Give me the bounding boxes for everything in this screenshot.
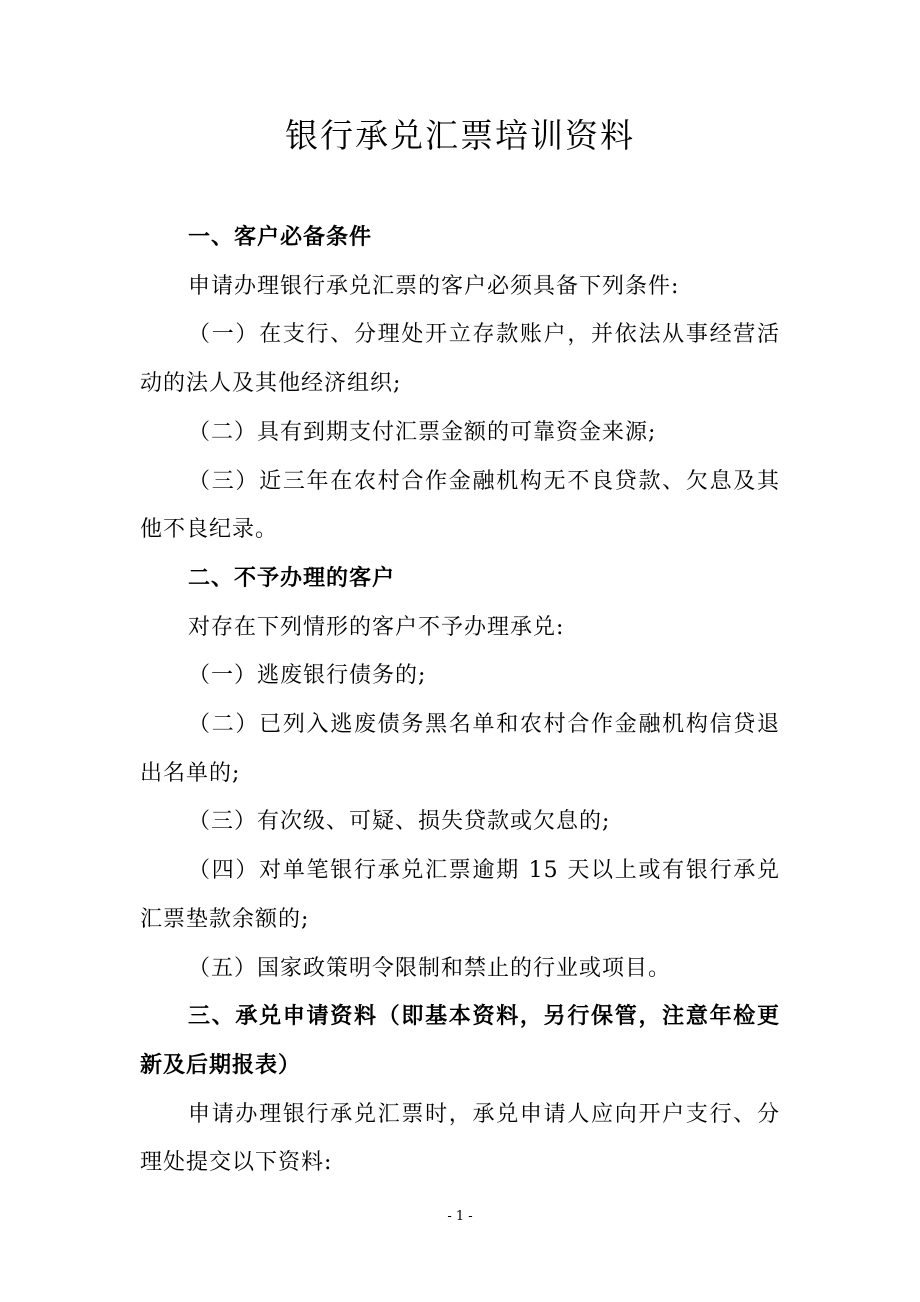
paragraph: （四）对单笔银行承兑汇票逾期 15 天以上或有银行承兑汇票垫款余额的; xyxy=(140,858,780,932)
paragraph: （三）有次级、可疑、损失贷款或欠息的; xyxy=(188,809,611,835)
paragraph: 申请办理银行承兑汇票的客户必须具备下列条件: xyxy=(188,273,680,299)
section-heading-1: 一、客户必备条件 xyxy=(188,225,373,250)
page-number: - 1 - xyxy=(447,1209,473,1224)
paragraph: （二）已列入逃废债务黑名单和农村合作金融机构信贷退出名单的; xyxy=(140,712,780,786)
document-title: 银行承兑汇票培训资料 xyxy=(285,116,635,155)
paragraph: （二）具有到期支付汇票金额的可靠资金来源; xyxy=(188,419,657,445)
paragraph: 申请办理银行承兑汇票时，承兑申请人应向开户支行、分理处提交以下资料: xyxy=(140,1101,780,1176)
paragraph: （五）国家政策明令限制和禁止的行业或项目。 xyxy=(188,955,672,981)
section-heading-3: 三、承兑申请资料（即基本资料，另行保管，注意年检更新及后期报表） xyxy=(140,1004,780,1078)
paragraph: （一）逃废银行债务的; xyxy=(188,663,427,689)
paragraph: （三）近三年在农村合作金融机构无不良贷款、欠息及其他不良纪录。 xyxy=(140,468,780,543)
section-heading-2: 二、不予办理的客户 xyxy=(188,565,396,591)
paragraph: （一）在支行、分理处开立存款账户，并依法从事经营活动的法人及其他经济组织; xyxy=(140,322,780,397)
document-body xyxy=(140,214,780,1188)
paragraph: 对存在下列情形的客户不予办理承兑: xyxy=(188,614,565,640)
